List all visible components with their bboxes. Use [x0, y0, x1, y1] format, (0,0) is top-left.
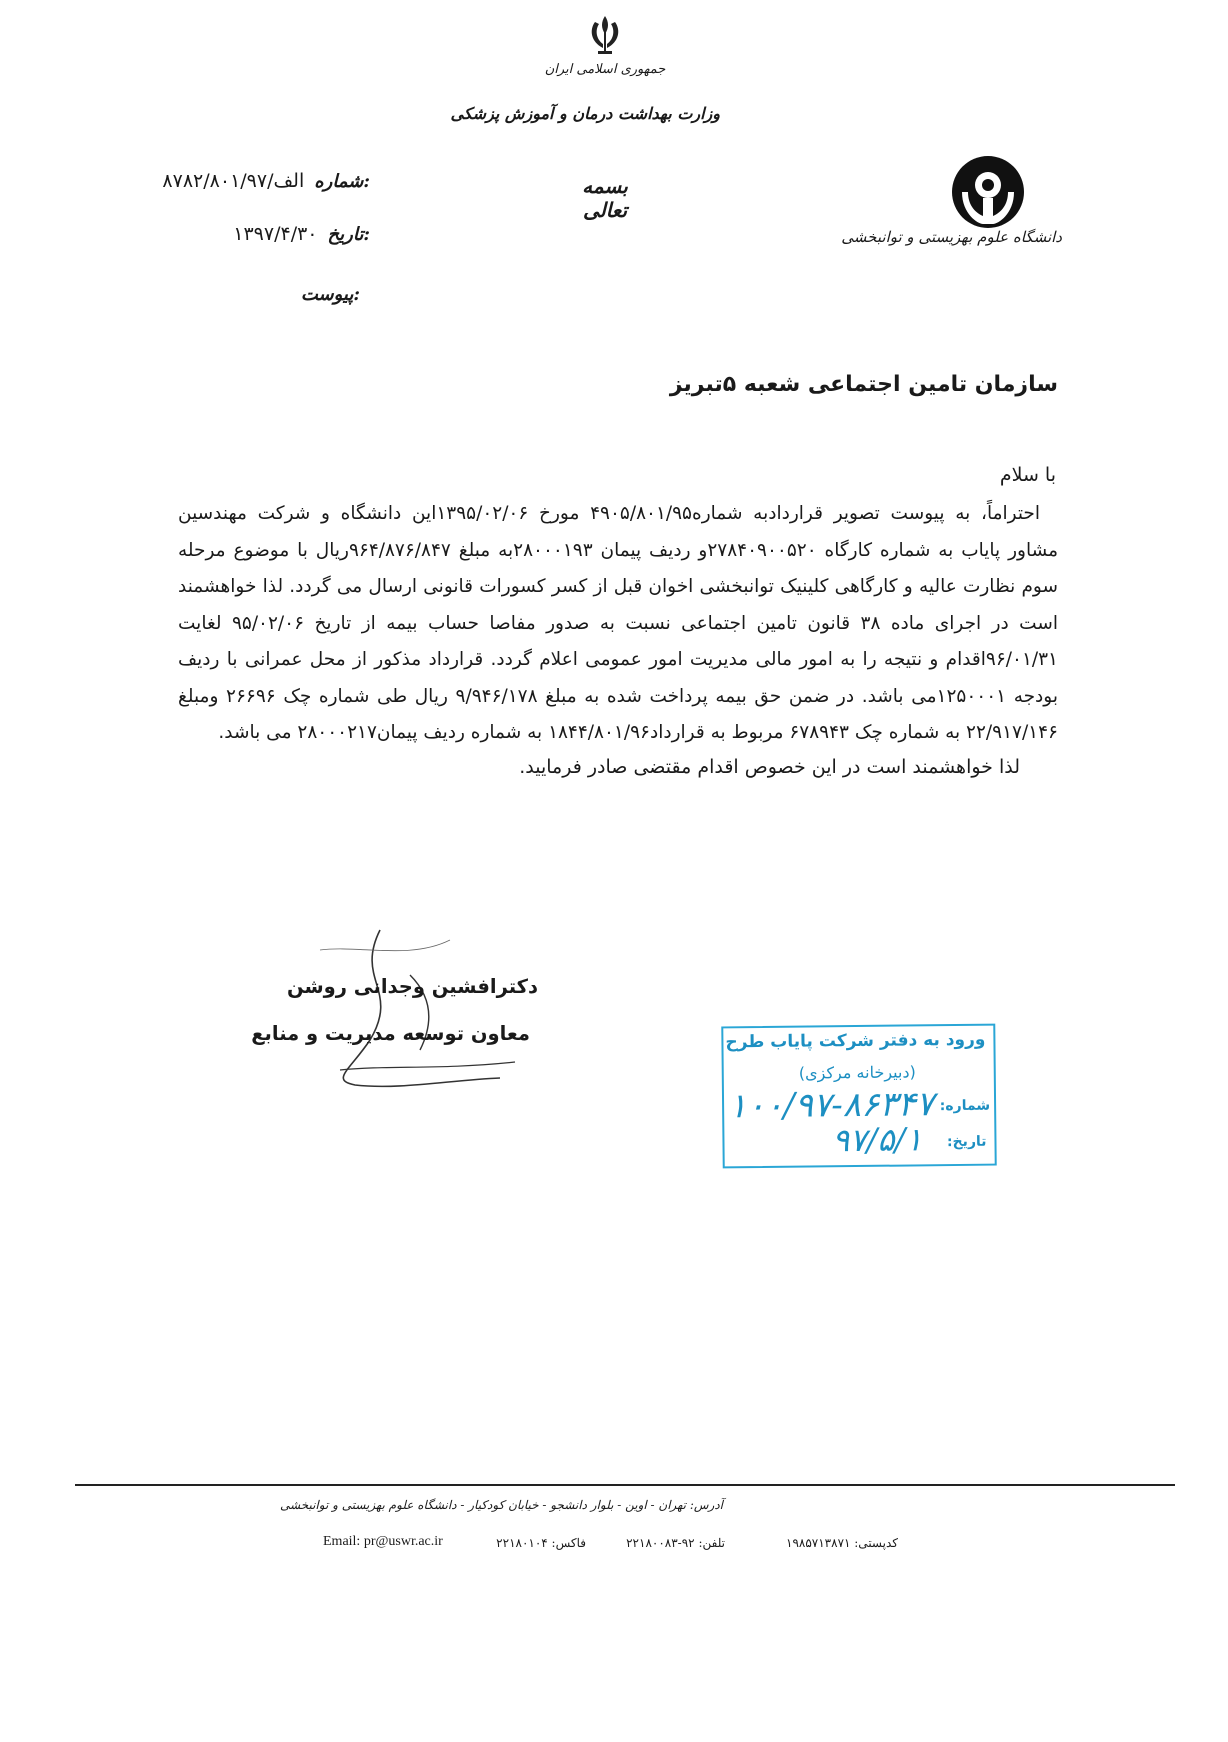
letter-date-label: تاریخ: [327, 224, 370, 245]
signatory-title: معاون توسعه مدیریت و منابع [251, 1022, 530, 1045]
stamp-subheading: (دبیرخانه مرکزی) [798, 1062, 916, 1083]
closing-line: لذا خواهشمند است در این خصوص اقدام مقتضی صادر فرمایید. [519, 756, 1020, 778]
iran-emblem-icon [588, 14, 622, 56]
letter-number-value: ۸۷۸۲/الف/۸۰۱/۹۷ [162, 170, 305, 192]
country-name: جمهوری اسلامی ایران [544, 62, 666, 77]
attachment-label: پیوست: [300, 284, 360, 305]
university-logo-icon [948, 152, 1028, 232]
stamp-heading: ورود به دفتر شرکت پایاب طرح [725, 1029, 986, 1053]
footer-fax: فاکس: ۲۲۱۸۰۱۰۴ [496, 1536, 586, 1550]
letter-date [233, 223, 370, 245]
stamp-date-label: تاریخ: [946, 1133, 987, 1151]
letter-body [178, 496, 1058, 752]
greeting: با سلام [999, 464, 1056, 486]
recipient: سازمان تامین اجتماعی شعبه ۵تبریز [669, 372, 1058, 397]
received-stamp [721, 1024, 996, 1169]
attachment [301, 284, 360, 305]
basmala: بسمه تعالی [582, 174, 628, 222]
letter-number-label: شماره: [314, 171, 370, 192]
stamp-date-value: ۹۷/۵/۱ [831, 1120, 923, 1160]
footer-email: Email: pr@uswr.ac.ir [323, 1534, 443, 1549]
university-name: دانشگاه علوم بهزیستی و توانبخشی [841, 228, 1062, 246]
stamp-number-label: شماره: [939, 1097, 991, 1115]
ministry-name: وزارت بهداشت درمان و آموزش پزشکی [450, 104, 720, 123]
letter-number [162, 170, 370, 192]
signatory-name: دکترافشین وجدانی روشن [286, 975, 538, 998]
footer-phone: تلفن: ۹۲-۲۲۱۸۰۰۸۳ [626, 1536, 725, 1550]
footer-divider [75, 1484, 1175, 1486]
stamp-number-value: ۱۰۰/۹۷-۸۶۳۴۷ [728, 1084, 935, 1127]
letter-date-value: ۱۳۹۷/۴/۳۰ [233, 223, 318, 245]
letter-body-paragraph: احتراماً، به پیوست تصویر قراردادبه شماره۴۹۰۵/۸۰۱/۹۵ مورخ ۱۳۹۵/۰۲/۰۶این دانشگاه و شرکت مهندسین مشاور پایاب به شماره کارگاه ۲۷۸۴۰۹۰۰۵۲۰و ردیف پیمان ۲۸۰۰۰۱۹۳به مبلغ ۹۶۴/۸۷۶/۸۴۷ریال با موضوع مرحله سوم نظارت عالیه و کارگاهی کلینیک توانبخشی اخوان قبل از کسر کسورات قانونی ارسال می گردد. لذا خواهشمند است در اجرای ماده ۳۸ قانون تامین اجتماعی نسبت به صدور مفاصا حساب بیمه از تاریخ ۹۵/۰۲/۰۶ لغایت ۹۶/۰۱/۳۱اقدام و نتیجه را به امور مالی مدیریت امور عمومی اعلام گردد. قرارداد مذکور از محل عمرانی با ردیف بودجه ۱۲۵۰۰۰۱می باشد. در ضمن حق بیمه پرداخت شده به مبلغ ۹/۹۴۶/۱۷۸ ریال طی شماره چک ۲۶۶۹۶ ومبلغ ۲۲/۹۱۷/۱۴۶ به شماره چک ۶۷۸۹۴۳ مربوط به قرارداد۱۸۴۴/۸۰۱/۹۶ به شماره ردیف پیمان۲۸۰۰۰۲۱۷ می باشد. [178, 503, 1059, 743]
handwritten-signature-icon [260, 920, 540, 1100]
footer-address: آدرس: تهران - اوین - بلوار دانشجو - خیابان کودکیار - دانشگاه علوم بهزیستی و توانبخشی [280, 1498, 723, 1512]
footer-postal-code: کدپستی: ۱۹۸۵۷۱۳۸۷۱ [786, 1536, 898, 1550]
